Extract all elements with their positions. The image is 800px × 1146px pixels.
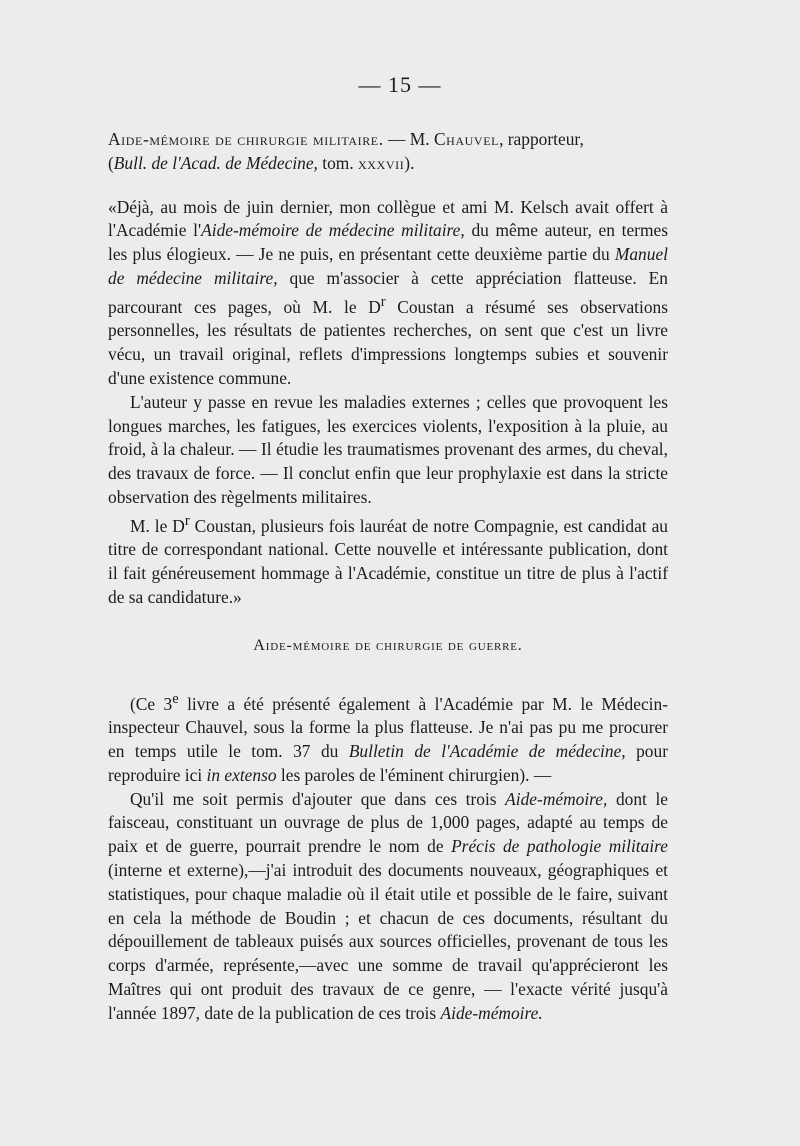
paragraph-2: L'auteur y passe en revue les maladies externes ; celles que provoquent les longues marches, les fatigues, les exercices violents, l'exposition à la pluie, au froid, à la chaleur. — Il étudie les traumatismes provenant des armes, du cheval, des travaux de force. — Il conclut enfin que leur prophylaxie est dans la stricte observation des règelments militaires.: [108, 391, 668, 507]
section-title: Aide-mémoire de chirurgie de guerre.: [253, 636, 523, 654]
paragraph-4: (Ce 3e livre a été présenté également à l'Académie par M. le Médecin-inspecteur Chauvel, sous la forme la plus flatteuse. Je n'ai pas pu me procurer en temps utile le tom. 37 du Bulletin de l'Académie de médecine, pour reproduire ici in extenso les paroles de l'éminent chirurgien). —: [108, 690, 668, 785]
paragraph-1: «Déjà, au mois de juin dernier, mon collègue et ami M. Kelsch avait offert à l'Académie l'Aide-mémoire de médecine militaire, du même auteur, en termes les plus élogieux. — Je ne puis, en présentant cette deuxième partie du Manuel de médecine militaire, que m'associer à cette appréciation flatteuse. En parcourant ces pages, où M. le $D^r$ Coustan a résumé ses observations personnelles, les résultats de patientes recherches, on sent que c'est un livre vécu, un travail original, reflets d'impressions longtemps subies et souvenir d'une existence commune.: [108, 196, 668, 388]
page-number: — 15 —: [358, 72, 442, 97]
report-heading: Aide-mémoire de chirurgie militaire. — M. Chauvel, rapporteur,: [108, 129, 584, 149]
paragraph-3: M. le $D^r$ Coustan, plusieurs fois lauréat de notre Compagnie, est candidat au titre de correspondant national. Cette nouvelle et intéressante publication, dont il fait généreusement hommage à l'Académie, constitue un titre de plus à l'actif de sa candidature.»: [108, 512, 668, 607]
report-title: Aide-mémoire de chirurgie militaire.: [108, 129, 384, 149]
page-content: [108, 128, 668, 1025]
author-name: Chauvel: [433, 129, 500, 149]
paragraph-5: Qu'il me soit permis d'ajouter que dans ces trois Aide-mémoire, dont le faisceau, constituant un ouvrage de plus de 1,000 pages, adapté au temps de paix et de guerre, pourrait prendre le nom de Précis de pathologie militaire (interne et externe),—j'ai introduit des documents nouveaux, géographiques et statistiques, pour chaque maladie où il était utile et possible de le faire, suivant en cela la méthode de Boudin ; et chacun de ces documents, résultant du dépouillement de tableaux puisés aux sources officielles, provenant de tous les corps d'armée, représente,—avec une somme de travail qu'apprécieront les Maîtres qui ont produit des travaux de ce genre, — l'exacte vérité jusqu'à l'année 1897, date de la publication de ces trois Aide-mémoire.: [108, 788, 668, 1023]
bulletin-title: Bull. de l'Acad. de Médecine,: [113, 152, 318, 173]
bulletin-reference: (Bull. de l'Acad. de Médecine, tom. xxxvii).: [108, 152, 415, 173]
